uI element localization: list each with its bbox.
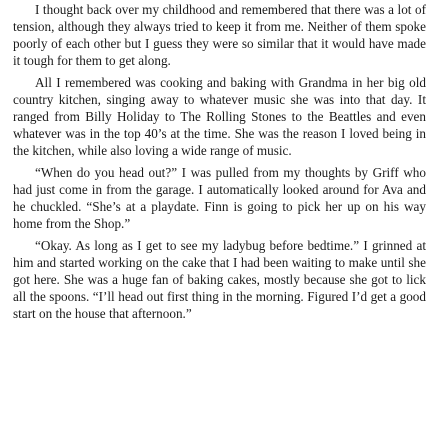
paragraph-childhood: I thought back over my childhood and remembered that there was a lot of tension, although they always tried to keep it from me. Neither of them spoke poorly of each other but I guess they were so similar that it would have made it tough for them to get along. — [13, 2, 426, 68]
paragraph-ladybug: “Okay. As long as I get to see my ladybug before bedtime.” I grinned at him and started working on the cake that I had been waiting to make until she got here. She was a huge fan of baking cakes, mostly because she got to lick all the spoons. “I’ll head out first thing in the morning. Figured I’d get a good start on the house that afternoon.” — [13, 238, 426, 321]
paragraph-griff-question: “When do you head out?” I was pulled from my thoughts by Griff who had just come in from the garage. I automatically looked around for Ava and he chuckled. “She’s at a playdate. Finn is going to pick her up on his way home from the Shop.” — [13, 165, 426, 231]
paragraph-grandma-kitchen: All I remembered was cooking and baking with Grandma in her big old country kitchen, singing away to whatever music she was into that day. It ranged from Billy Holiday to The Rolling Stones to the Beattles and even whatever was in the top 40’s at the time. She was the reason I loved being in the kitchen, while also loving a wide range of music. — [13, 75, 426, 158]
